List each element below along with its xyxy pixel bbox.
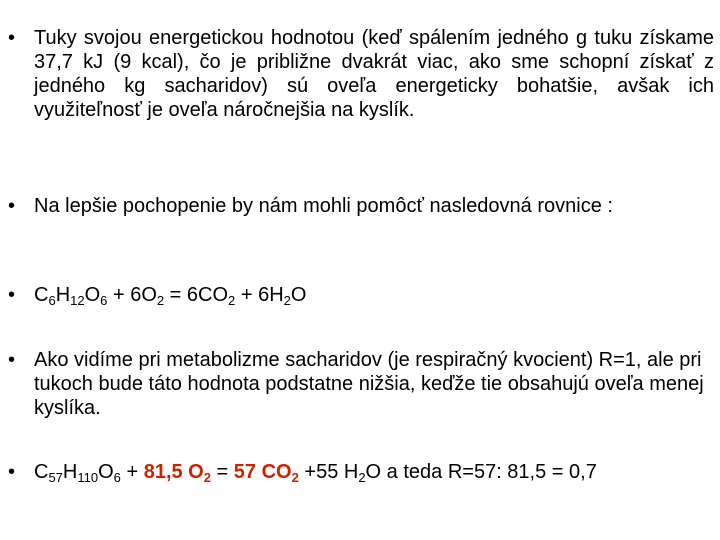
paragraph-respiratory-quotient: Ako vidíme pri metabolizme sacharidov (je respiračný kvocient) R=1, ale pri tukoch bude táto hodnota podstatne nižšia, keďže tie obsahujú oveľa menej kyslíka. <box>34 349 704 419</box>
eq2-o: O <box>98 461 114 483</box>
eq2-h-subscript: 110 <box>77 470 99 485</box>
eq2-h: H <box>62 461 78 483</box>
eq1-water-h: + 6H <box>235 284 284 306</box>
eq2-oxygen-highlight: 81,5 O <box>143 461 204 483</box>
eq2-o-subscript: 6 <box>113 470 121 485</box>
eq2-equals: = <box>210 461 234 483</box>
eq2-plus: + <box>120 461 144 483</box>
eq1-o-subscript: 6 <box>100 293 108 308</box>
fat-equation <box>34 460 714 484</box>
eq2-oxygen-subscript: 2 <box>203 470 211 485</box>
eq2-c-subscript: 57 <box>48 470 63 485</box>
bullet-item-fat-equation <box>8 460 714 484</box>
eq1-c: C <box>34 284 49 306</box>
paragraph-equations-intro: Na lepšie pochopenie by nám mohli pomôcť nasledovná rovnice : <box>34 195 613 217</box>
paragraph-fat-energy: Tuky svojou energetickou hodnotou (keď spálením jedného g tuku získame 37,7 kJ (9 kcal), čo je približne dvakrát viac, ako sme schopní získať z jedného kg sacharidov) sú oveľa energeticky bohatšie, avšak ich využiteľnosť je oveľa náročnejšia na kyslík. <box>34 27 714 121</box>
glucose-equation <box>34 283 714 307</box>
eq2-carbon-dioxide-subscript: 2 <box>291 470 299 485</box>
eq1-o: O <box>84 284 101 306</box>
eq2-carbon-dioxide-highlight: 57 CO <box>233 461 292 483</box>
eq2-water-h: +55 H <box>298 461 359 483</box>
bullet-icon: • <box>8 461 16 483</box>
eq1-h: H <box>55 284 71 306</box>
bullet-item-glucose-equation <box>8 283 714 307</box>
bullet-icon: • <box>8 284 16 306</box>
eq2-water-subscript: 2 <box>358 470 366 485</box>
eq1-carbon-dioxide: = 6CO <box>164 284 229 306</box>
eq1-c-subscript: 6 <box>48 293 56 308</box>
eq1-oxygen: + 6O <box>107 284 157 306</box>
eq1-water-o: O <box>290 284 307 306</box>
bullet-icon: • <box>8 195 16 217</box>
eq2-tail: O a teda R=57: 81,5 = 0,7 <box>365 461 597 483</box>
bullet-item-fat-energy <box>8 26 714 122</box>
eq1-h-subscript: 12 <box>70 293 85 308</box>
bullet-icon: • <box>8 349 16 371</box>
bullet-item-respiratory-quotient <box>8 348 714 420</box>
eq1-carbon-dioxide-subscript: 2 <box>228 293 236 308</box>
eq1-water-subscript: 2 <box>283 293 291 308</box>
eq2-c: C <box>34 461 49 483</box>
bullet-icon: • <box>8 27 16 49</box>
eq1-oxygen-subscript: 2 <box>156 293 165 308</box>
bullet-item-equations-intro <box>8 194 714 218</box>
